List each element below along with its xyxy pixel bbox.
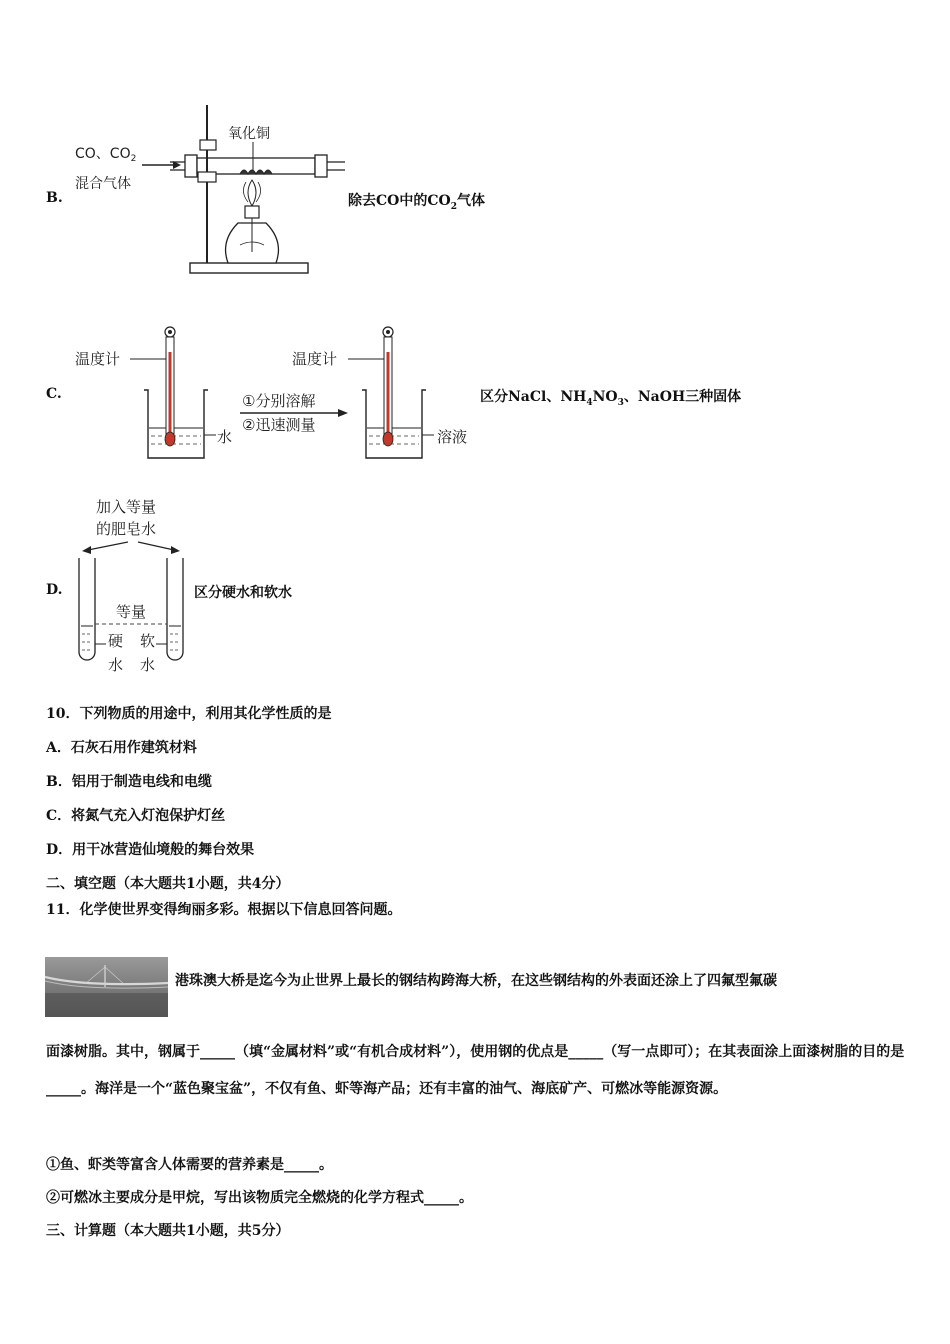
step-dissolve-label: ①分别溶解: [242, 392, 316, 410]
hard-water-label-2: 水: [108, 656, 124, 674]
water-label: 水: [217, 428, 233, 446]
soft-water-label-1: 软: [140, 632, 156, 650]
question-10-option-d: D．用干冰营造仙境般的舞台效果: [46, 842, 255, 858]
question-11-paragraph: 面漆树脂。其中，钢属于_____（填“金属材料”或“有机合成材料”），使用钢的优点是_____（写一点即可）；在其表面涂上面漆树脂的目的是_____。海洋是一个“蓝色聚宝盆”，不仅有鱼、虾等海产品；还有丰富的油气、海底矿产、可燃冰等能源资源。: [46, 1044, 905, 1097]
equal-amount-label: 等量: [116, 603, 147, 621]
section-3-heading: 三、计算题（本大题共1小题，共5分）: [46, 1223, 290, 1239]
question-10-option-b: B．铝用于制造电线和电缆: [46, 774, 212, 790]
option-d-label: D.: [46, 582, 63, 598]
question-11-stem: 11．化学使世界变得绚丽多彩。根据以下信息回答问题。: [46, 902, 402, 918]
add-soap-label-line1: 加入等量: [96, 498, 157, 516]
question-11-subquestion-2: ②可燃冰主要成分是甲烷，写出该物质完全燃烧的化学方程式_____。: [46, 1190, 473, 1206]
thermometer-label-1: 温度计: [75, 350, 121, 368]
option-d-description: 区分硬水和软水: [194, 585, 292, 601]
question-11-subquestion-1: ①鱼、虾类等富含人体需要的营养素是_____。: [46, 1157, 333, 1173]
option-b-description: 除去CO中的$CO_2$气体: [348, 193, 485, 212]
dissolution-temperature-figure: [72, 322, 480, 468]
question-10-option-c: C．将氮气充入灯泡保护灯丝: [46, 808, 226, 824]
fig-gas-label-bottom: 混合气体: [75, 176, 131, 192]
solution-label: 溶液: [437, 428, 468, 446]
fig-reagent-label: 氧化铜: [228, 126, 270, 142]
co-reduction-apparatus-figure: [70, 100, 345, 280]
step-measure-label: ②迅速测量: [242, 416, 316, 434]
question-11-intro: 港珠澳大桥是迄今为止世界上最长的钢结构跨海大桥，在这些钢结构的外表面还涂上了四氟型氟碳: [175, 973, 777, 989]
section-2-heading: 二、填空题（本大题共1小题，共4分）: [46, 876, 290, 892]
fig-gas-label-top: CO、$CO_2$: [75, 146, 137, 164]
hzmb-bridge-photo: [45, 957, 168, 1017]
option-b-label: B.: [46, 190, 63, 206]
add-soap-label-line2: 的肥皂水: [96, 520, 157, 538]
soap-water-test-figure: [70, 490, 195, 675]
thermometer-label-2: 温度计: [292, 350, 338, 368]
soft-water-label-2: 水: [140, 656, 156, 674]
hard-water-label-1: 硬: [108, 632, 124, 650]
option-c-description: 区分NaCl、$NH_4NO_3$、NaOH三种固体: [480, 389, 742, 408]
option-c-label: C.: [46, 386, 62, 402]
question-10-option-a: A．石灰石用作建筑材料: [46, 740, 197, 756]
question-10-stem: 10．下列物质的用途中，利用其化学性质的是: [46, 706, 332, 722]
